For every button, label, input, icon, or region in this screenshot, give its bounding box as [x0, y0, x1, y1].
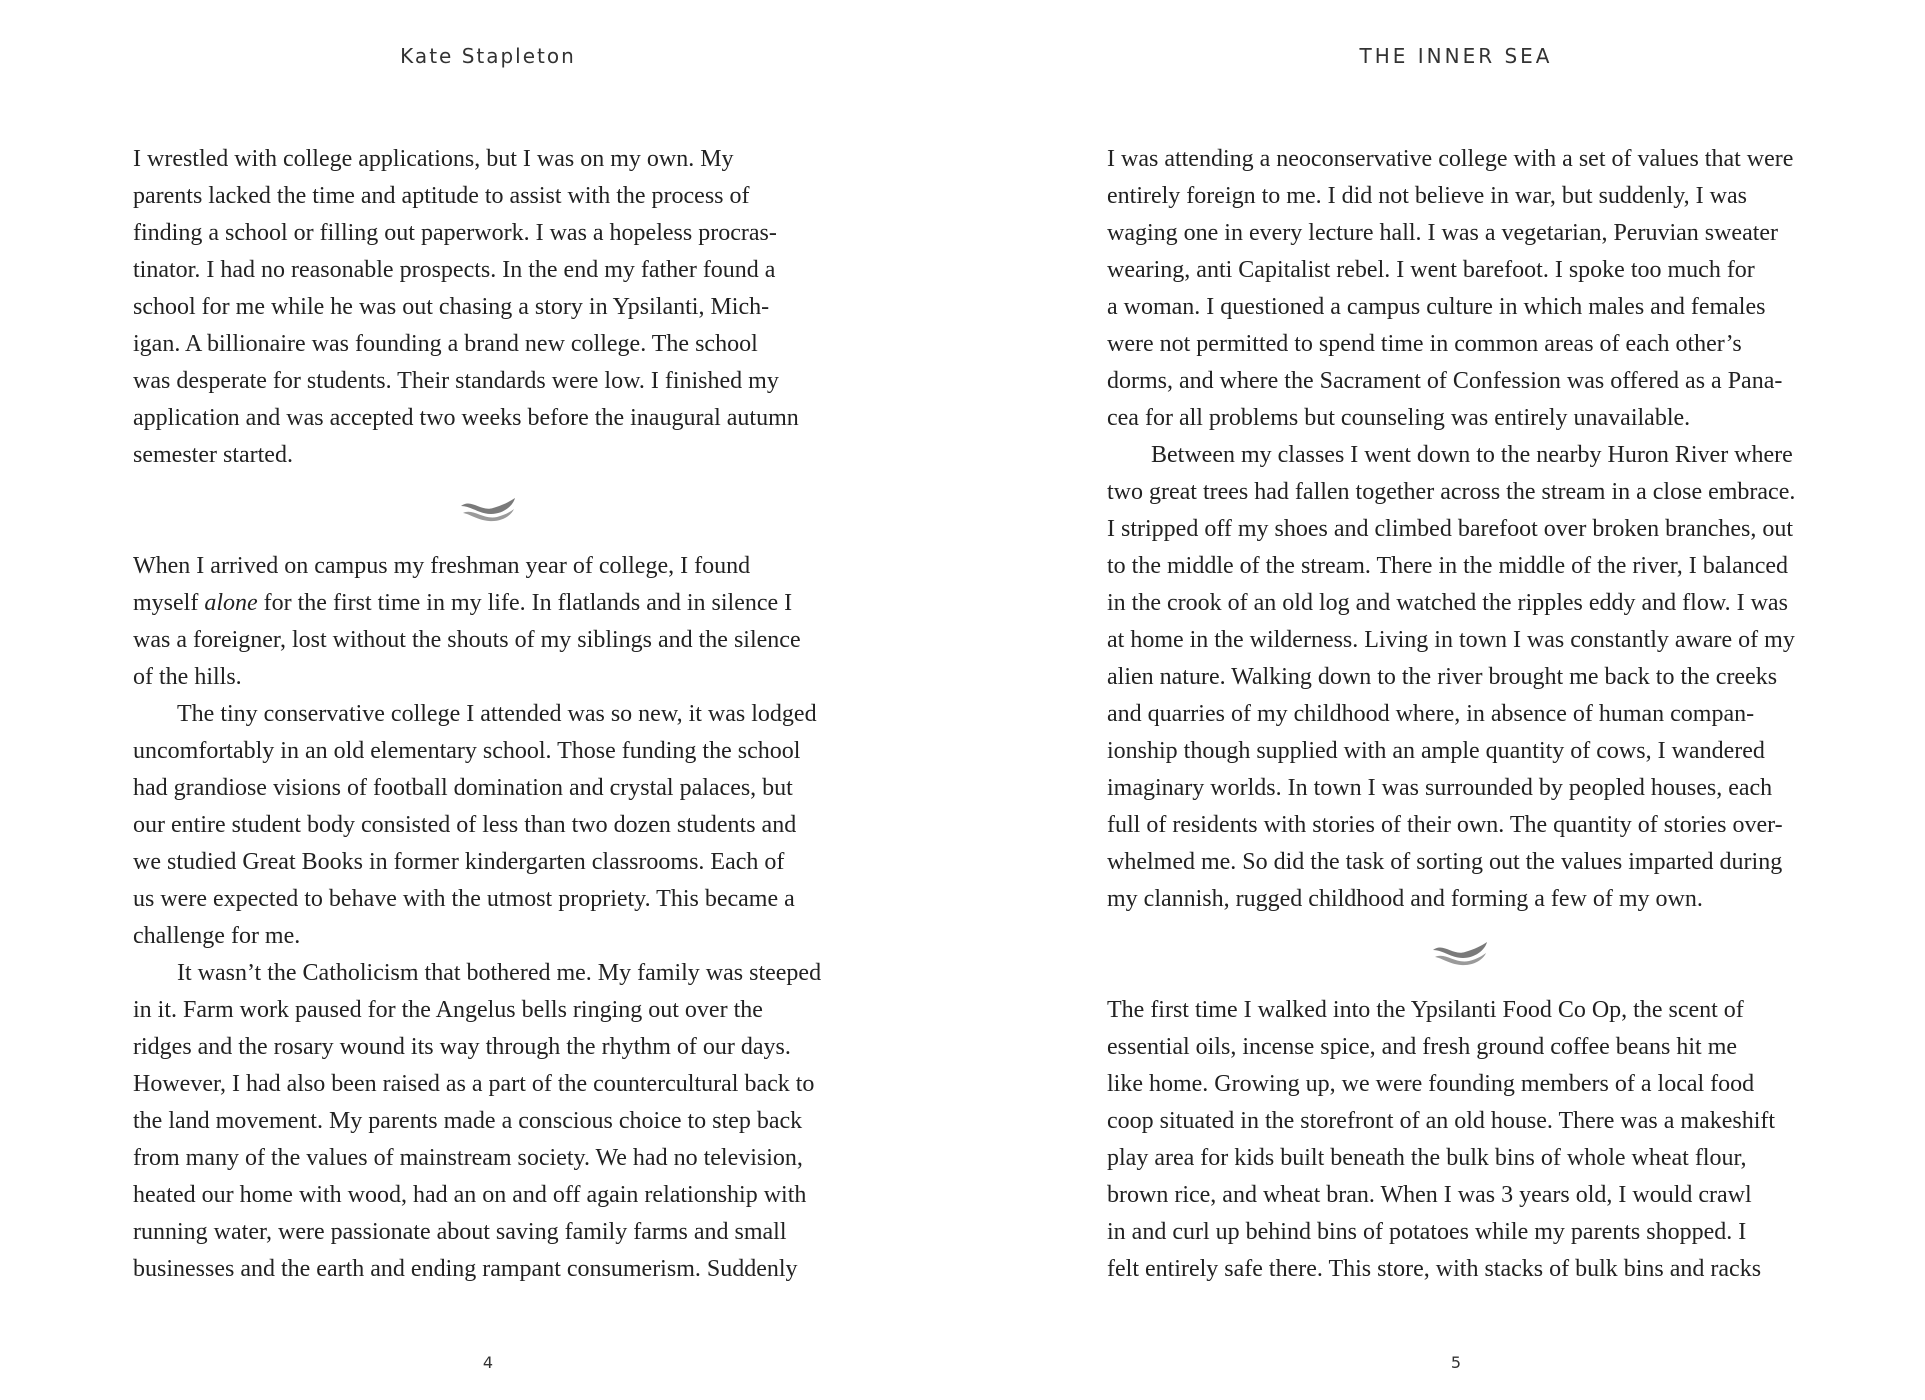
text-run: myself: [133, 590, 205, 616]
text-line: had grandiose visions of football domination and crystal palaces, but: [133, 775, 793, 801]
text-line: dorms, and where the Sacrament of Confession was offered as a Pana-: [1107, 368, 1783, 394]
text-line: we studied Great Books in former kindergarten classrooms. Each of: [133, 849, 785, 875]
text-line: in the crook of an old log and watched the ripples eddy and flow. I was: [1107, 590, 1788, 616]
text-line: ionship though supplied with an ample quantity of cows, I wandered: [1107, 738, 1765, 764]
emphasis-alone: alone: [204, 590, 258, 616]
text-line: igan. A billionaire was founding a brand new college. The school: [133, 331, 758, 357]
text-line: I stripped off my shoes and climbed barefoot over broken branches, out: [1107, 516, 1794, 542]
text-line: alien nature. Walking down to the river brought me back to the creeks: [1107, 664, 1778, 690]
text-line: at home in the wilderness. Living in town I was constantly aware of my: [1107, 627, 1795, 653]
text-line: us were expected to behave with the utmost propriety. This became a: [133, 886, 795, 912]
text-line: full of residents with stories of their own. The quantity of stories over-: [1107, 812, 1783, 838]
section-break: [1107, 918, 1813, 992]
text-line: was desperate for students. Their standards were low. I finished my: [133, 368, 779, 394]
text-line: finding a school or filling out paperwork. I was a hopeless procras-: [133, 220, 777, 246]
running-head-author: Kate Stapleton: [400, 44, 576, 68]
text-line: a woman. I questioned a campus culture in which males and females: [1107, 294, 1766, 320]
section-break: [133, 474, 843, 548]
text-line: cea for all problems but counseling was entirely unavailable.: [1107, 405, 1691, 431]
text-line: The first time I walked into the Ypsilanti Food Co Op, the scent of: [1107, 997, 1744, 1023]
wave-ornament-icon: [459, 496, 517, 524]
text-line: essential oils, incense spice, and fresh ground coffee beans hit me: [1107, 1034, 1738, 1060]
text-line: I wrestled with college applications, but I was on my own. My: [133, 146, 734, 172]
text-line: It wasn’t the Catholicism that bothered me. My family was steeped: [177, 960, 822, 986]
page-number-right: 5: [1450, 1353, 1462, 1372]
text-line: tinator. I had no reasonable prospects. In the end my father found a: [133, 257, 776, 283]
text-line: brown rice, and wheat bran. When I was 3 years old, I would crawl: [1107, 1182, 1752, 1208]
text-line: whelmed me. So did the task of sorting out the values imparted during: [1107, 849, 1783, 875]
text-line: school for me while he was out chasing a story in Ypsilanti, Mich-: [133, 294, 770, 320]
text-line: challenge for me.: [133, 923, 301, 949]
text-line: heated our home with wood, had an on and off again relationship with: [133, 1182, 807, 1208]
text-line: was a foreigner, lost without the shouts of my siblings and the silence: [133, 627, 801, 653]
text-line: my clannish, rugged childhood and forming a few of my own.: [1107, 886, 1703, 912]
text-line: the land movement. My parents made a conscious choice to step back: [133, 1108, 803, 1134]
text-line: entirely foreign to me. I did not believe in war, but suddenly, I was: [1107, 183, 1747, 209]
right-page: [962, 0, 1925, 1400]
text-line: The tiny conservative college I attended was so new, it was lodged: [177, 701, 817, 727]
text-line: running water, were passionate about saving family farms and small: [133, 1219, 787, 1245]
text-line: waging one in every lecture hall. I was a vegetarian, Peruvian sweater: [1107, 220, 1779, 246]
text-line-with-emphasis: [133, 585, 843, 622]
text-line: When I arrived on campus my freshman year of college, I found: [133, 553, 751, 579]
text-line: parents lacked the time and aptitude to assist with the process of: [133, 183, 750, 209]
text-line: in it. Farm work paused for the Angelus bells ringing out over the: [133, 997, 763, 1023]
text-run: for the first time in my life. In flatlands and in silence I: [257, 590, 793, 616]
text-line: businesses and the earth and ending rampant consumerism. Suddenly: [133, 1256, 798, 1282]
text-line: application and was accepted two weeks before the inaugural autumn: [133, 405, 799, 431]
text-line: of the hills.: [133, 664, 242, 690]
text-line: like home. Growing up, we were founding members of a local food: [1107, 1071, 1755, 1097]
text-line: coop situated in the storefront of an old house. There was a makeshift: [1107, 1108, 1776, 1134]
left-page-body: [133, 141, 843, 1288]
text-line: wearing, anti Capitalist rebel. I went barefoot. I spoke too much for: [1107, 257, 1755, 283]
text-line: ridges and the rosary wound its way through the rhythm of our days.: [133, 1034, 791, 1060]
text-line: semester started.: [133, 442, 293, 468]
right-page-body: [1107, 141, 1813, 1288]
wave-ornament-icon: [1431, 940, 1489, 968]
text-line: However, I had also been raised as a part of the countercultural back to: [133, 1071, 815, 1097]
page-number-left: 4: [482, 1353, 494, 1372]
text-line: play area for kids built beneath the bulk bins of whole wheat flour,: [1107, 1145, 1747, 1171]
text-line: two great trees had fallen together across the stream in a close embrace.: [1107, 479, 1796, 505]
text-line: uncomfortably in an old elementary school. Those funding the school: [133, 738, 801, 764]
text-line: Between my classes I went down to the nearby Huron River where: [1151, 442, 1793, 468]
running-head-title: THE INNER SEA: [1359, 44, 1553, 68]
left-page: [0, 0, 962, 1400]
text-line: in and curl up behind bins of potatoes while my parents shopped. I: [1107, 1219, 1747, 1245]
text-line: to the middle of the stream. There in the middle of the river, I balanced: [1107, 553, 1789, 579]
text-line: from many of the values of mainstream society. We had no television,: [133, 1145, 803, 1171]
text-line: felt entirely safe there. This store, with stacks of bulk bins and racks: [1107, 1256, 1762, 1282]
text-line: our entire student body consisted of less than two dozen students and: [133, 812, 797, 838]
text-line: and quarries of my childhood where, in absence of human compan-: [1107, 701, 1755, 727]
text-line: imaginary worlds. In town I was surrounded by peopled houses, each: [1107, 775, 1773, 801]
text-line: I was attending a neoconservative college with a set of values that were: [1107, 146, 1794, 172]
text-line: were not permitted to spend time in common areas of each other’s: [1107, 331, 1742, 357]
